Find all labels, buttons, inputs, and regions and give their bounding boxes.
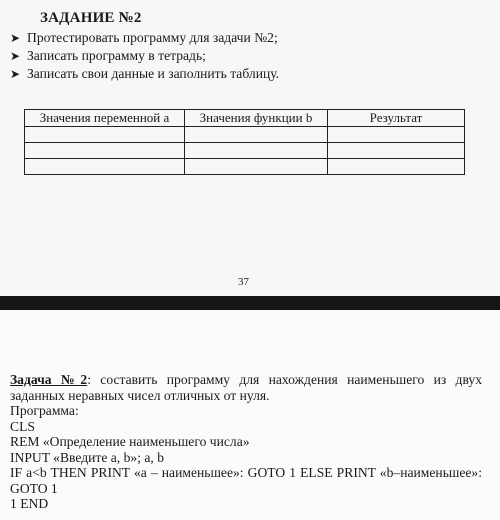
instruction-list [10, 29, 279, 83]
column-header-function-b: Значения функции b [185, 110, 328, 127]
table-row [25, 143, 465, 159]
table-cell [25, 159, 185, 175]
page-divider [0, 296, 500, 310]
table-cell [25, 143, 185, 159]
arrow-bullet-icon: ➤ [10, 49, 21, 63]
instruction-text: Записать свои данные и заполнить таблицу. [27, 66, 280, 81]
task-statement [10, 372, 482, 403]
code-line: CLS [10, 418, 35, 434]
arrow-bullet-icon: ➤ [10, 31, 21, 45]
table-cell [328, 159, 465, 175]
instruction-item [10, 29, 279, 47]
instruction-item [10, 65, 279, 83]
code-line: INPUT «Введите a, b»; a, b [10, 449, 165, 465]
task-description: : составить программу для нахождения наименьшего из двух заданных неравных чисел отличных от нуля. [10, 372, 482, 403]
task-title: Задача №2 [10, 372, 88, 387]
table-cell [185, 159, 328, 175]
code-line: 1 END [10, 496, 49, 511]
table-cell [185, 127, 328, 143]
table-header-row [25, 110, 465, 127]
code-line: IF a<b THEN PRINT «a – наименьшее»: GOTO 1 ELSE PRINT «b–наименьшее»: GOTO 1 [10, 465, 482, 496]
code-line: REM «Определение наименьшего числа» [10, 434, 250, 449]
column-header-variable-a: Значения переменной а [25, 110, 185, 127]
instruction-text: Записать программу в тетрадь; [27, 48, 206, 63]
table-row [25, 159, 465, 175]
table-cell [25, 127, 185, 143]
table-row [25, 127, 465, 143]
instruction-text: Протестировать программу для задачи №2; [27, 30, 278, 45]
table-cell [328, 127, 465, 143]
instruction-item [10, 47, 279, 65]
page-number: 37 [238, 276, 249, 288]
table-cell [328, 143, 465, 159]
table-cell [185, 143, 328, 159]
results-table [24, 109, 465, 175]
column-header-result: Результат [328, 110, 465, 127]
arrow-bullet-icon: ➤ [10, 67, 21, 81]
task-block [10, 372, 482, 512]
assignment-heading: ЗАДАНИЕ №2 [40, 10, 142, 26]
program-label: Программа: [10, 403, 79, 418]
